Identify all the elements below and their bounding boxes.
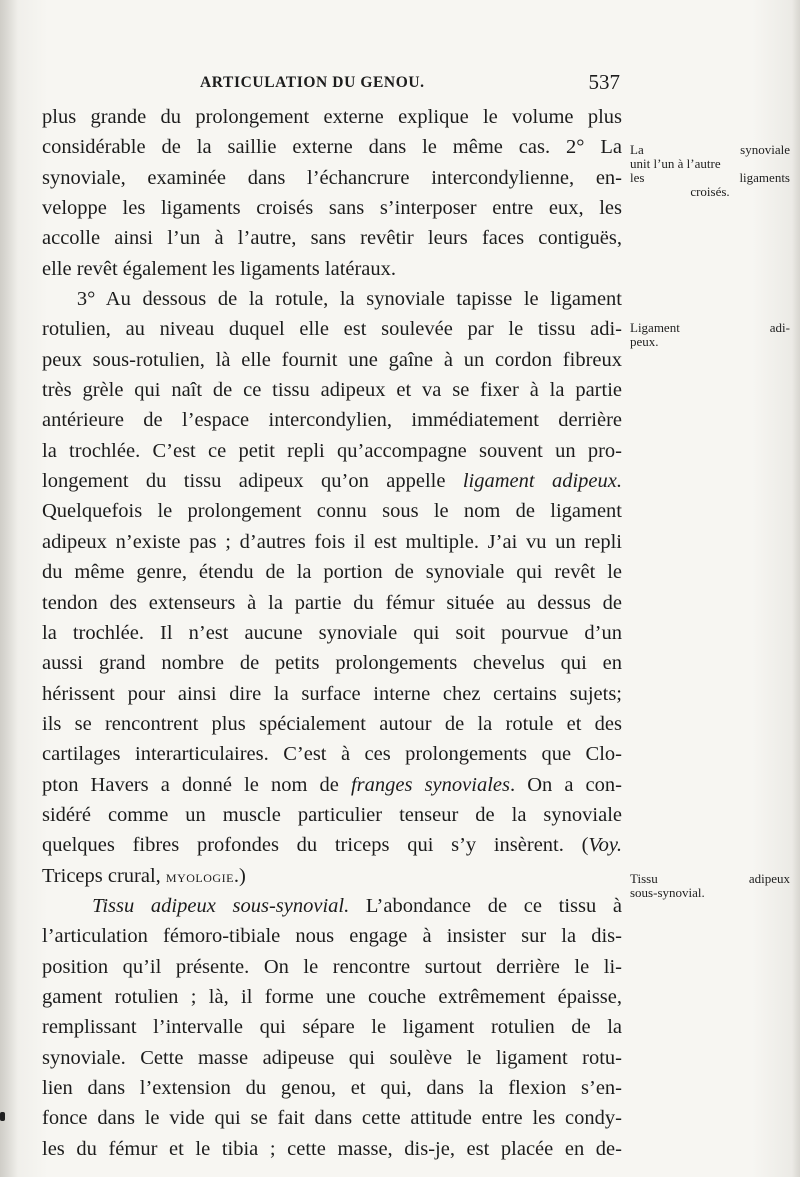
text-line: les du fémur et le tibia ; cette masse, dis-je, est placée en de- xyxy=(42,1137,622,1160)
page-header xyxy=(200,70,620,98)
text-line: longement du tissu adipeux qu’on appelle ligament adipeux. xyxy=(42,470,622,493)
page-edge xyxy=(792,0,800,1177)
text-line: cartilages interarticulaires. C’est à ces prolongements que Clo- xyxy=(42,743,622,766)
text-line: aussi grand nombre de petits prolongements chevelus qui en xyxy=(42,652,622,675)
text-line: synoviale. Cette masse adipeuse qui soulève le ligament rotu- xyxy=(42,1046,622,1069)
text-line: pton Havers a donné le nom de franges synoviales. On a con- xyxy=(42,773,622,796)
text-line: ils se rencontrent plus spécialement autour de la rotule et des xyxy=(42,712,622,735)
margin-note-line: Ligament adi- xyxy=(630,320,790,335)
text-line: rotulien, au niveau duquel elle est soulevée par le tissu adi- xyxy=(42,318,622,341)
text-line: gament rotulien ; là, il forme une couche extrêmement épaisse, xyxy=(42,985,622,1008)
text-line: l’articulation fémoro-tibiale nous engage à insister sur la dis- xyxy=(42,925,622,948)
margin-note-line: La synoviale xyxy=(630,142,790,157)
text-line: la trochlée. C’est ce petit repli qu’accompagne souvent un pro- xyxy=(42,439,622,462)
text-line: accolle ainsi l’un à l’autre, sans revêtir leurs faces contiguës, xyxy=(42,227,622,250)
text-line: plus grande du prolongement externe explique le volume plus xyxy=(42,106,622,128)
text-line: quelques fibres profondes du triceps qui s’y insèrent. (Voy. xyxy=(42,834,622,857)
text-line: très grèle qui naît de ce tissu adipeux et va se fixer à la partie xyxy=(42,379,622,402)
text-line: peux sous-rotulien, là elle fournit une gaîne à un cordon fibreux xyxy=(42,348,622,371)
margin-note-line: peux. xyxy=(630,334,659,349)
running-title: ARTICULATION DU GENOU. xyxy=(200,74,425,91)
text-line: fonce dans le vide qui se fait dans cette attitude entre les condy- xyxy=(42,1107,622,1130)
text-line: synoviale, examinée dans l’échancrure intercondylienne, en- xyxy=(42,166,622,189)
ink-mark xyxy=(0,1112,5,1121)
text-line: lien dans l’extension du genou, et qui, dans la flexion s’en- xyxy=(42,1077,622,1099)
text-line: remplissant l’intervalle qui sépare le ligament rotulien de la xyxy=(42,1016,622,1039)
text-line: Triceps crural, myologie.) xyxy=(42,864,246,887)
text-line: tendon des extenseurs à la partie du fémur située au dessus de xyxy=(42,591,622,614)
text-line: Tissu adipeux sous-synovial. L’abondance de ce tissu à xyxy=(92,894,622,917)
text-line: considérable de la saillie externe dans le même cas. 2° La xyxy=(42,136,622,159)
text-line: du même genre, étendu de la portion de synoviale qui revêt le xyxy=(42,561,622,584)
text-line: position qu’il présente. On le rencontre surtout derrière le li- xyxy=(42,955,622,978)
text-line: 3° Au dessous de la rotule, la synoviale tapisse le ligament xyxy=(42,288,622,311)
margin-note-synoviale xyxy=(630,143,790,199)
text-line: Quelquefois le prolongement connu sous le nom de ligament xyxy=(42,500,622,523)
spine-shadow xyxy=(0,0,18,1177)
margin-note-line: unit l’un à l’autre xyxy=(630,156,721,171)
margin-note-line: croisés. xyxy=(690,184,730,199)
margin-note-line: Tissu adipeux xyxy=(630,871,790,886)
margin-note-line: les ligaments xyxy=(630,170,790,185)
text-line: veloppe les ligaments croisés sans s’interposer entre eux, les xyxy=(42,197,622,220)
text-line: adipeux n’existe pas ; d’autres fois il est multiple. J’ai vu un repli xyxy=(42,530,622,553)
body-text xyxy=(42,102,622,1164)
text-line: hérissent pour ainsi dire la surface interne chez certains sujets; xyxy=(42,682,622,705)
margin-note-ligament-adipeux xyxy=(630,321,790,349)
text-line: antérieure de l’espace intercondylien, immédiatement derrière xyxy=(42,409,622,432)
page-number: 537 xyxy=(588,70,620,94)
text-line: sidéré comme un muscle particulier tenseur de la synoviale xyxy=(42,803,622,826)
text-line: elle revêt également les ligaments latéraux. xyxy=(42,257,397,280)
margin-note-line: sous-synovial. xyxy=(630,885,705,900)
text-line: la trochlée. Il n’est aucune synoviale qui soit pourvue d’un xyxy=(42,621,622,644)
margin-note-tissu-adipeux xyxy=(630,872,790,900)
